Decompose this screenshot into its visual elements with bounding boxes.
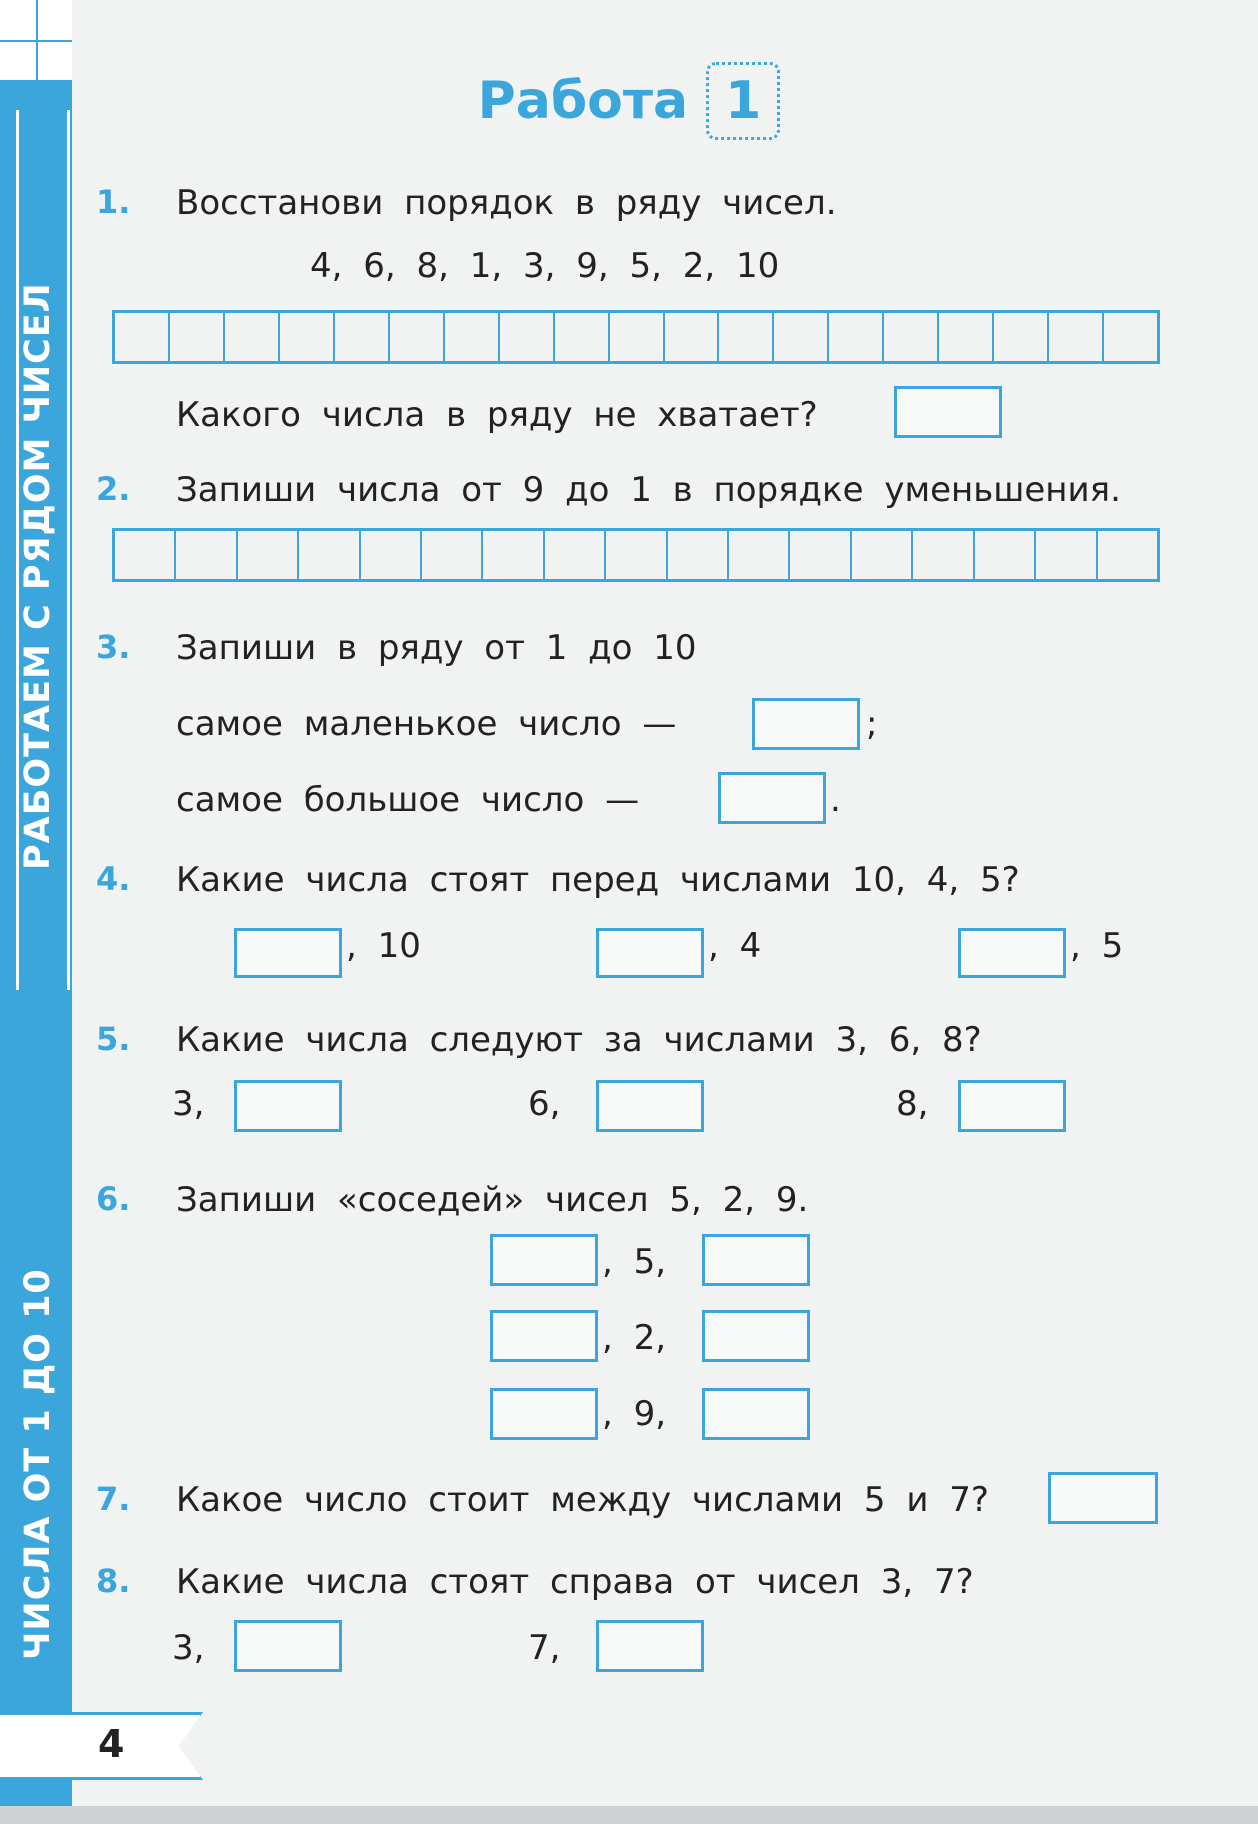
answer-cell[interactable] [774,313,829,361]
answer-cell[interactable] [176,531,237,579]
question-5-box-3[interactable] [958,1080,1066,1132]
question-6-row2-label: , 2, [602,1318,667,1358]
question-1-missing-box[interactable] [894,386,1002,438]
question-5-label-1: 3, [172,1084,205,1124]
answer-cell[interactable] [390,313,445,361]
question-1-numbers: 4, 6, 8, 1, 3, 9, 5, 2, 10 [310,246,780,286]
question-4-label-2: , 4 [708,926,762,966]
answer-cell[interactable] [1049,313,1104,361]
answer-cell[interactable] [939,313,994,361]
question-3-text: Запиши в ряду от 1 до 10 [176,628,697,668]
question-6-text: Запиши «соседей» чисел 5, 2, 9. [176,1180,809,1220]
answer-cell[interactable] [225,313,280,361]
answer-cell[interactable] [668,531,729,579]
question-3-smallest-box[interactable] [752,698,860,750]
answer-cell[interactable] [994,313,1049,361]
answer-cell[interactable] [1036,531,1097,579]
question-8-label-2: 7, [528,1628,561,1668]
title-text: Работа [477,71,689,131]
answer-cell[interactable] [790,531,851,579]
question-6-number: 6. [96,1180,131,1218]
question-5-label-2: 6, [528,1084,561,1124]
question-8-box-2[interactable] [596,1620,704,1672]
answer-cell[interactable] [115,531,176,579]
question-4-box-3[interactable] [958,928,1066,978]
answer-cell[interactable] [335,313,390,361]
question-3-line2: самое большое число — [176,780,640,820]
answer-cell[interactable] [1098,531,1157,579]
answer-cell[interactable] [884,313,939,361]
question-7-text: Какое число стоит между числами 5 и 7? [176,1480,989,1520]
question-6-row2-right-box[interactable] [702,1310,810,1362]
question-4-box-1[interactable] [234,928,342,978]
bottom-band [0,1806,1258,1824]
question-5-number: 5. [96,1020,131,1058]
title-number: 1 [706,62,780,140]
answer-cell[interactable] [1104,313,1157,361]
answer-cell[interactable] [422,531,483,579]
answer-cell[interactable] [665,313,720,361]
question-8-box-1[interactable] [234,1620,342,1672]
answer-cell[interactable] [606,531,667,579]
question-6-row3-left-box[interactable] [490,1388,598,1440]
sidebar-title-bottom: ЧИСЛА ОТ 1 ДО 10 [18,1268,58,1660]
question-6-row1-right-box[interactable] [702,1234,810,1286]
question-6-row3-right-box[interactable] [702,1388,810,1440]
answer-cell[interactable] [545,531,606,579]
question-8-text: Какие числа стоят справа от чисел 3, 7? [176,1562,974,1602]
question-6-row3-label: , 9, [602,1394,667,1434]
answer-cell[interactable] [170,313,225,361]
question-1-number: 1. [96,183,131,221]
question-6-row2-left-box[interactable] [490,1310,598,1362]
page-title [0,62,1258,140]
answer-cell[interactable] [610,313,665,361]
answer-cell[interactable] [975,531,1036,579]
question-4-label-1: , 10 [346,926,421,966]
page-number: 4 [98,1722,125,1766]
answer-cell[interactable] [361,531,422,579]
answer-cell[interactable] [500,313,555,361]
question-1-text: Восстанови порядок в ряду чисел. [176,183,837,223]
question-8-label-1: 3, [172,1628,205,1668]
question-8-number: 8. [96,1562,131,1600]
answer-cell[interactable] [115,313,170,361]
answer-cell[interactable] [483,531,544,579]
answer-cell[interactable] [719,313,774,361]
question-5-box-2[interactable] [596,1080,704,1132]
question-3-line2-end: . [830,780,841,820]
answer-cell[interactable] [852,531,913,579]
answer-cell[interactable] [555,313,610,361]
question-3-line1: самое маленькое число — [176,704,677,744]
question-3-line1-end: ; [866,704,878,744]
question-3-largest-box[interactable] [718,772,826,824]
question-6-row1-label: , 5, [602,1242,667,1282]
question-5-label-3: 8, [896,1084,929,1124]
answer-cell[interactable] [829,313,884,361]
question-6-row1-left-box[interactable] [490,1234,598,1286]
answer-cell[interactable] [299,531,360,579]
answer-cell[interactable] [913,531,974,579]
question-4-number: 4. [96,860,131,898]
question-7-number: 7. [96,1480,131,1518]
sidebar-title-top: РАБОТАЕМ С РЯДОМ ЧИСЕЛ [18,282,58,870]
answer-cell[interactable] [729,531,790,579]
answer-cell[interactable] [280,313,335,361]
question-3-number: 3. [96,628,131,666]
answer-cell[interactable] [238,531,299,579]
question-1-missing-text: Какого числа в ряду не хватает? [176,395,818,435]
answer-cell[interactable] [445,313,500,361]
question-5-box-1[interactable] [234,1080,342,1132]
question-2-answer-strip[interactable] [112,528,1160,582]
question-4-box-2[interactable] [596,928,704,978]
question-4-text: Какие числа стоят перед числами 10, 4, 5? [176,860,1020,900]
question-5-text: Какие числа следуют за числами 3, 6, 8? [176,1020,982,1060]
question-2-number: 2. [96,470,131,508]
question-7-answer-box[interactable] [1048,1472,1158,1524]
question-4-label-3: , 5 [1070,926,1124,966]
question-1-answer-strip[interactable] [112,310,1160,364]
question-2-text: Запиши числа от 9 до 1 в порядке уменьшения. [176,470,1121,510]
